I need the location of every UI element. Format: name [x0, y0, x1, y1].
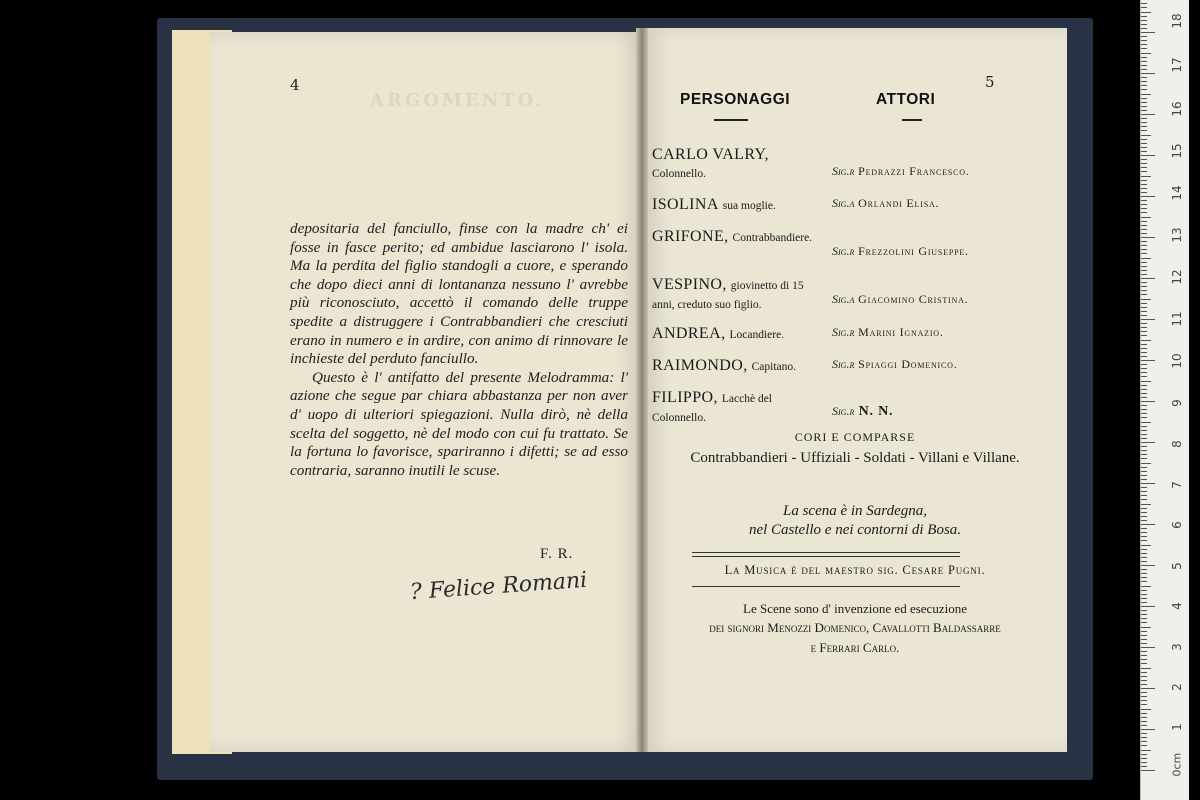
ruler-tick: [1141, 401, 1155, 402]
ruler-tick: [1141, 241, 1147, 242]
ruler-tick: [1141, 65, 1147, 66]
ruler-tick: [1141, 163, 1147, 164]
ruler-tick: [1141, 53, 1151, 54]
personaggi-heading: PERSONAGGI: [680, 91, 791, 108]
ruler-tick: [1141, 204, 1147, 205]
ruler-tick: [1141, 7, 1147, 8]
paragraph-1: depositaria del fanciullo, finse con la madre ch' ei fosse in fasce perito; ed ambidue lasciarono l' isola. Ma la perdita del figlio standogli a cuore, e sperando che dopo dieci anni di lontananza nessuno l' avrebbe più riconosciuto, accettò il comando delle truppe spedite a distruggere i Contrabbandieri che cresciuti erano in numero e in ardire, con animo di rinnovare le inchieste del perduto fanciullo.: [290, 220, 628, 368]
scene-location-2: nel Castello e nei contorni di Bosa.: [748, 522, 962, 538]
ruler-tick: [1141, 618, 1147, 619]
cori-list: Contrabbandieri - Uffiziali - Soldati - Villani e Villane.: [690, 450, 1020, 466]
ruler-tick: [1141, 274, 1147, 275]
ruler-tick: [1141, 450, 1147, 451]
ruler-tick: [1141, 594, 1147, 595]
cast-character: RAIMONDO, Capitano.: [652, 357, 797, 374]
ruler-tick: [1141, 376, 1147, 377]
ruler-tick: [1141, 372, 1147, 373]
ruler-tick: [1141, 524, 1155, 525]
ruler-tick: [1141, 258, 1151, 259]
ruler-tick: [1141, 758, 1147, 759]
ruler-tick: [1141, 323, 1147, 324]
ruler-tick: [1141, 586, 1151, 587]
ruler-tick: [1141, 627, 1151, 628]
ruler-tick: [1141, 491, 1147, 492]
ruler-tick: [1141, 540, 1147, 541]
ruler-tick: [1141, 389, 1147, 390]
ruler-tick: [1141, 471, 1147, 472]
ruler-tick: [1141, 143, 1147, 144]
ruler-tick: [1141, 44, 1147, 45]
ruler-tick: [1141, 606, 1155, 607]
ruler-tick: [1141, 528, 1147, 529]
ruler-tick: [1141, 561, 1147, 562]
ruler-tick: [1141, 212, 1147, 213]
ruler-tick: [1141, 245, 1147, 246]
cast-character: CARLO VALRY, Colonnello.: [652, 146, 769, 180]
handwritten-annotation: ? Felice Romani: [409, 567, 588, 606]
ruler-tick: [1141, 639, 1147, 640]
rule-top: [692, 552, 960, 553]
sets-credit-1: Le Scene sono d' invenzione ed esecuzione: [743, 601, 967, 616]
ruler-tick: [1141, 77, 1147, 78]
ruler-number: 9: [1170, 399, 1184, 407]
ruler-number: 17: [1170, 57, 1184, 73]
ruler-tick: [1141, 184, 1147, 185]
ruler-tick: [1141, 171, 1147, 172]
ruler-tick: [1141, 602, 1147, 603]
ruler-tick: [1141, 487, 1147, 488]
ruler-tick: [1141, 139, 1147, 140]
cast-actor: Sig.r Frezzolini Giuseppe.: [832, 244, 969, 258]
ruler-tick: [1141, 368, 1147, 369]
ruler-tick: [1141, 696, 1147, 697]
ruler-tick: [1141, 700, 1147, 701]
ruler-tick: [1141, 680, 1147, 681]
ruler-tick: [1141, 745, 1147, 746]
ruler-tick: [1141, 69, 1147, 70]
cast-character: GRIFONE, Contrabbandiere.: [652, 228, 813, 245]
ruler-tick: [1141, 126, 1147, 127]
ruler-tick: [1141, 253, 1147, 254]
ruler-tick: [1141, 438, 1147, 439]
ruler-tick: [1141, 356, 1147, 357]
ruler-tick: [1141, 188, 1147, 189]
ruler-tick: [1141, 430, 1147, 431]
sets-credit-3: e Ferrari Carlo.: [810, 640, 900, 655]
cast-actor: Sig.a Orlandi Elisa.: [832, 196, 940, 210]
ruler-number: 18: [1170, 13, 1184, 29]
ruler-tick: [1141, 266, 1147, 267]
cast-actor: Sig.r N. N.: [832, 404, 894, 419]
ruler-tick: [1141, 762, 1147, 763]
cast-character: FILIPPO, Lacchè del Colonnello.: [652, 389, 773, 424]
scene-location-1: La scena è in Sardegna,: [782, 503, 927, 519]
ruler-tick: [1141, 475, 1147, 476]
ruler-tick: [1141, 24, 1147, 25]
ruler-tick: [1141, 286, 1147, 287]
ruler-tick: [1141, 36, 1147, 37]
ruler-tick: [1141, 307, 1147, 308]
heading-rule-left: [714, 119, 748, 121]
ruler-tick: [1141, 32, 1155, 33]
ruler-tick: [1141, 508, 1147, 509]
ruler-tick: [1141, 434, 1147, 435]
ruler-tick: [1141, 208, 1147, 209]
ruler-tick: [1141, 532, 1147, 533]
ruler-number: 2: [1170, 683, 1184, 691]
ruler-tick: [1141, 28, 1147, 29]
ruler-tick: [1141, 278, 1155, 279]
ruler-tick: [1141, 676, 1147, 677]
ruler-tick: [1141, 130, 1147, 131]
ruler-tick: [1141, 393, 1147, 394]
ruler-tick: [1141, 327, 1147, 328]
ruler-tick: [1141, 717, 1147, 718]
ruler-tick: [1141, 102, 1147, 103]
cori-heading: CORI E COMPARSE: [794, 430, 916, 444]
ruler-tick: [1141, 770, 1155, 771]
ruler-number: 3: [1170, 643, 1184, 651]
ruler-tick: [1141, 413, 1147, 414]
ruler-tick: [1141, 631, 1147, 632]
ruler-tick: [1141, 577, 1147, 578]
ruler-tick: [1141, 200, 1147, 201]
ruler-tick: [1141, 442, 1155, 443]
ruler-tick: [1141, 290, 1147, 291]
ruler-tick: [1141, 750, 1151, 751]
ruler-tick: [1141, 557, 1147, 558]
ruler-tick: [1141, 381, 1151, 382]
ruler-tick: [1141, 668, 1151, 669]
ruler-tick: [1141, 463, 1151, 464]
ruler-tick: [1141, 643, 1147, 644]
ruler-tick: [1141, 118, 1147, 119]
ruler-tick: [1141, 167, 1147, 168]
ruler-tick: [1141, 233, 1147, 234]
ruler-number: 4: [1170, 602, 1184, 610]
sets-credit-2: dei signori Menozzi Domenico, Cavallotti Baldassarre: [709, 620, 1001, 635]
ruler-tick: [1141, 495, 1147, 496]
ruler-tick: [1141, 725, 1147, 726]
ruler-tick: [1141, 225, 1147, 226]
ruler-tick: [1141, 176, 1151, 177]
ruler-tick: [1141, 704, 1147, 705]
ruler-tick: [1141, 217, 1151, 218]
ruler-number: 6: [1170, 521, 1184, 529]
ruler-tick: [1141, 536, 1147, 537]
cast-actor: Sig.r Spiaggi Domenico.: [832, 357, 958, 371]
ruler-tick: [1141, 713, 1147, 714]
ruler-number: 10: [1170, 353, 1184, 369]
ruler-number: 13: [1170, 227, 1184, 243]
ruler-tick: [1141, 98, 1147, 99]
ruler-tick: [1141, 684, 1147, 685]
ruler-tick: [1141, 106, 1147, 107]
argument-text: [290, 220, 628, 480]
ruler-tick: [1141, 360, 1155, 361]
ruler-tick: [1141, 344, 1147, 345]
ruler-tick: [1141, 553, 1147, 554]
ruler-tick: [1141, 446, 1147, 447]
ruler-tick: [1141, 569, 1147, 570]
ruler-tick: [1141, 122, 1147, 123]
ruler-tick: [1141, 688, 1155, 689]
ruler-tick: [1141, 504, 1151, 505]
cast-actor: Sig.r Pedrazzi Francesco.: [832, 164, 970, 178]
ruler-tick: [1141, 249, 1147, 250]
ruler-tick: [1141, 110, 1147, 111]
ruler-tick: [1141, 520, 1147, 521]
rule-bottom: [692, 586, 960, 587]
ruler-tick: [1141, 721, 1147, 722]
ruler-tick: [1141, 385, 1147, 386]
ruler-tick: [1141, 614, 1147, 615]
ruler-tick: [1141, 340, 1151, 341]
ruler-tick: [1141, 454, 1147, 455]
ruler-tick: [1141, 89, 1147, 90]
ruler-tick: [1141, 315, 1147, 316]
ruler-tick: [1141, 426, 1147, 427]
ruler-tick: [1141, 581, 1147, 582]
author-initials: F. R.: [540, 546, 574, 562]
ruler-tick: [1141, 610, 1147, 611]
ruler-tick: [1141, 672, 1147, 673]
ruler-tick: [1141, 483, 1155, 484]
ruler-tick: [1141, 590, 1147, 591]
ruler-tick: [1141, 57, 1147, 58]
ruler-tick: [1141, 499, 1147, 500]
ruler-tick: [1141, 229, 1147, 230]
ruler-tick: [1141, 565, 1155, 566]
ruler-tick: [1141, 147, 1147, 148]
ruler-tick: [1141, 16, 1147, 17]
ruler-tick: [1141, 85, 1147, 86]
ruler-tick: [1141, 48, 1147, 49]
ruler-number: 11: [1170, 311, 1184, 327]
cast-character: ISOLINA sua moglie.: [652, 196, 776, 213]
ruler-tick: [1141, 20, 1147, 21]
cast-actor: Sig.a Giacomino Cristina.: [832, 292, 969, 306]
ruler-tick: [1141, 655, 1147, 656]
ruler-number: 1: [1170, 723, 1184, 731]
show-through-heading: ARGOMENTO.: [370, 90, 545, 111]
rule-top-double: [692, 556, 960, 557]
ruler-tick: [1141, 348, 1147, 349]
ruler-tick: [1141, 299, 1151, 300]
ruler-tick: [1141, 659, 1147, 660]
ruler-tick: [1141, 573, 1147, 574]
ruler-tick: [1141, 405, 1147, 406]
ruler-tick: [1141, 545, 1151, 546]
ruler-tick: [1141, 352, 1147, 353]
ruler-tick: [1141, 754, 1147, 755]
ruler-tick: [1141, 196, 1155, 197]
ruler-tick: [1141, 516, 1147, 517]
ruler-tick: [1141, 81, 1147, 82]
ruler-tick: [1141, 512, 1147, 513]
ruler-tick: [1141, 303, 1147, 304]
music-credit: La Musica è del maestro sig. Cesare Pugni.: [724, 563, 986, 577]
ruler-tick: [1141, 766, 1147, 767]
ruler-tick: [1141, 737, 1147, 738]
ruler-tick: [1141, 135, 1151, 136]
ruler-tick: [1141, 331, 1147, 332]
ruler-tick: [1141, 40, 1147, 41]
ruler-number: 5: [1170, 562, 1184, 570]
cast-character: VESPINO, giovinetto di 15 anni, creduto suo figlio.: [652, 276, 804, 311]
ruler-tick: [1141, 114, 1155, 115]
ruler-tick: [1141, 729, 1155, 730]
ruler-tick: [1141, 741, 1147, 742]
paragraph-2: Questo è l' antifatto del presente Melodramma: l' azione che segue par chiara abbastanza per non aver d' uopo di ulteriori spiegazioni. Nulla dirò, nè della scelta del soggetto, nè del modo con cui fu trattato. Se la fortuna lo favorisce, spariranno i difetti; se ad esso contraria, saranno inutili le scuse.: [290, 368, 628, 479]
ruler-tick: [1141, 294, 1147, 295]
ruler-tick: [1141, 622, 1147, 623]
ruler-tick: [1141, 3, 1147, 4]
ruler-number: 14: [1170, 185, 1184, 201]
ruler-tick: [1141, 94, 1151, 95]
ruler-tick: [1141, 61, 1147, 62]
cast-character: ANDREA, Locandiere.: [652, 325, 785, 342]
ruler-tick: [1141, 282, 1147, 283]
ruler-tick: [1141, 651, 1147, 652]
left-page-number: 4: [290, 76, 300, 94]
ruler-tick: [1141, 237, 1155, 238]
ruler-tick: [1141, 155, 1155, 156]
ruler-tick: [1141, 221, 1147, 222]
ruler-tick: [1141, 422, 1151, 423]
ruler-tick: [1141, 709, 1151, 710]
ruler-tick: [1141, 73, 1155, 74]
ruler-number: 16: [1170, 101, 1184, 117]
heading-rule-right: [902, 119, 922, 121]
attori-heading: ATTORI: [876, 91, 936, 108]
book-gutter: [636, 28, 648, 752]
ruler-tick: [1141, 12, 1151, 13]
measuring-ruler: [1140, 0, 1189, 800]
ruler-tick: [1141, 397, 1147, 398]
ruler-tick: [1141, 192, 1147, 193]
ruler-tick: [1141, 319, 1155, 320]
ruler-tick: [1141, 180, 1147, 181]
ruler-number: 8: [1170, 440, 1184, 448]
ruler-tick: [1141, 151, 1147, 152]
ruler-tick: [1141, 635, 1147, 636]
ruler-tick: [1141, 549, 1147, 550]
ruler-tick: [1141, 311, 1147, 312]
cast-actor: Sig.r Marini Ignazio.: [832, 325, 944, 339]
ruler-tick: [1141, 364, 1147, 365]
ruler-tick: [1141, 159, 1147, 160]
right-page-number: 5: [985, 73, 995, 91]
ruler-tick: [1141, 458, 1147, 459]
ruler-tick: [1141, 663, 1147, 664]
ruler-tick: [1141, 479, 1147, 480]
ruler-tick: [1141, 733, 1147, 734]
ruler-tick: [1141, 647, 1155, 648]
ruler-tick: [1141, 409, 1147, 410]
ruler-tick: [1141, 417, 1147, 418]
ruler-number: 12: [1170, 269, 1184, 285]
ruler-tick: [1141, 335, 1147, 336]
ruler-tick: [1141, 270, 1147, 271]
ruler-unit-label: 0cm: [1170, 752, 1184, 777]
ruler-tick: [1141, 262, 1147, 263]
ruler-tick: [1141, 467, 1147, 468]
ruler-tick: [1141, 692, 1147, 693]
ruler-number: 15: [1170, 143, 1184, 159]
ruler-number: 7: [1170, 481, 1184, 489]
ruler-tick: [1141, 598, 1147, 599]
